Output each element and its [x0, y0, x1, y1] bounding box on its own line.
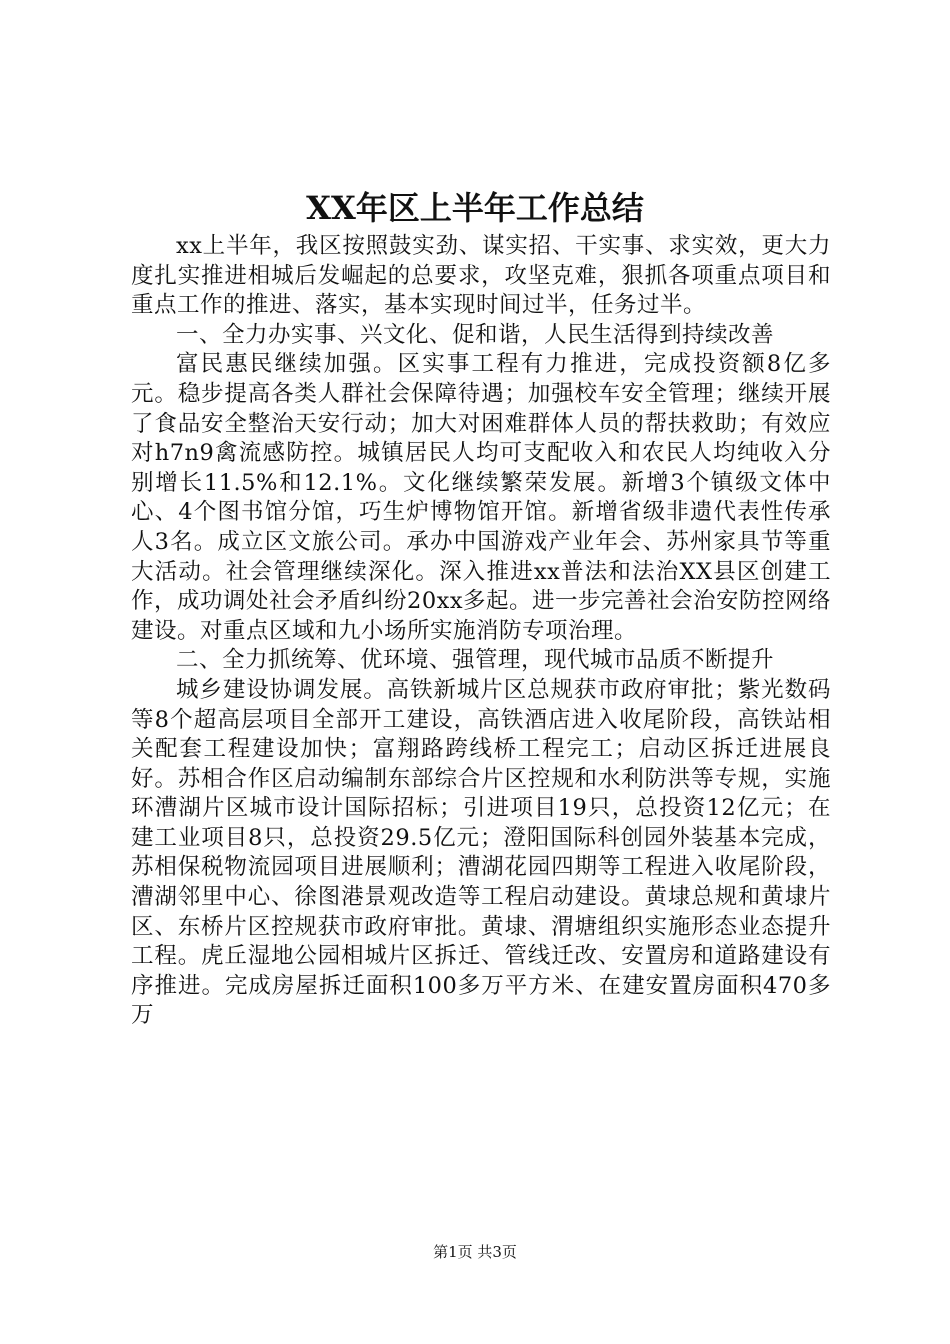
- section-1-paragraph: 富民惠民继续加强。区实事工程有力推进，完成投资额8亿多元。稳步提高各类人群社会保障待遇；加强校车安全管理；继续开展了食品安全整治天安行动；加大对困难群体人员的帮扶救助；有效应对h7n9禽流感防控。城镇居民人均可支配收入和农民人均纯收入分别增长11.5%和12.1%。文化继续繁荣发展。新增3个镇级文体中心、4个图书馆分馆，巧生炉博物馆开馆。新增省级非遗代表性传承人3名。成立区文旅公司。承办中国游戏产业年会、苏州家具节等重大活动。社会管理继续深化。深入推进xx普法和法治XX县区创建工作，成功调处社会矛盾纠纷20xx多起。进一步完善社会治安防控网络建设。对重点区域和九小场所实施消防专项治理。: [131, 351, 832, 644]
- page-number-footer: 第1页 共3页: [433, 1243, 517, 1261]
- section-heading-1: 一、全力办实事、兴文化、促和谐，人民生活得到持续改善: [176, 321, 775, 348]
- section-heading-2: 二、全力抓统筹、优环境、强管理，现代城市品质不断提升: [176, 647, 775, 674]
- intro-paragraph: xx上半年，我区按照鼓实劲、谋实招、干实事、求实效，更大力度扎实推进相城后发崛起的总要求，攻坚克难，狠抓各项重点项目和重点工作的推进、落实，基本实现时间过半，任务过半。: [131, 233, 831, 319]
- document-body: [131, 232, 831, 1031]
- document-title: XX年区上半年工作总结: [306, 189, 644, 227]
- section-2-paragraph: 城乡建设协调发展。高铁新城片区总规获市政府审批；紫光数码等8个超高层项目全部开工建设，高铁酒店进入收尾阶段，高铁站相关配套工程建设加快；富翔路跨线桥工程完工；启动区拆迁进展良好。苏相合作区启动编制东部综合片区控规和水利防洪等专规，实施环漕湖片区城市设计国际招标；引进项目19只，总投资12亿元；在建工业项目8只，总投资29.5亿元；澄阳国际科创园外装基本完成，苏相保税物流园项目进展顺利；漕湖花园四期等工程进入收尾阶段，漕湖邻里中心、徐图港景观改造等工程启动建设。黄埭总规和黄埭片区、东桥片区控规获市政府审批。黄埭、渭塘组织实施形态业态提升工程。虎丘湿地公园相城片区拆迁、管线迁改、安置房和道路建设有序推进。完成房屋拆迁面积100多万平方米、在建安置房面积470多万: [131, 676, 831, 1029]
